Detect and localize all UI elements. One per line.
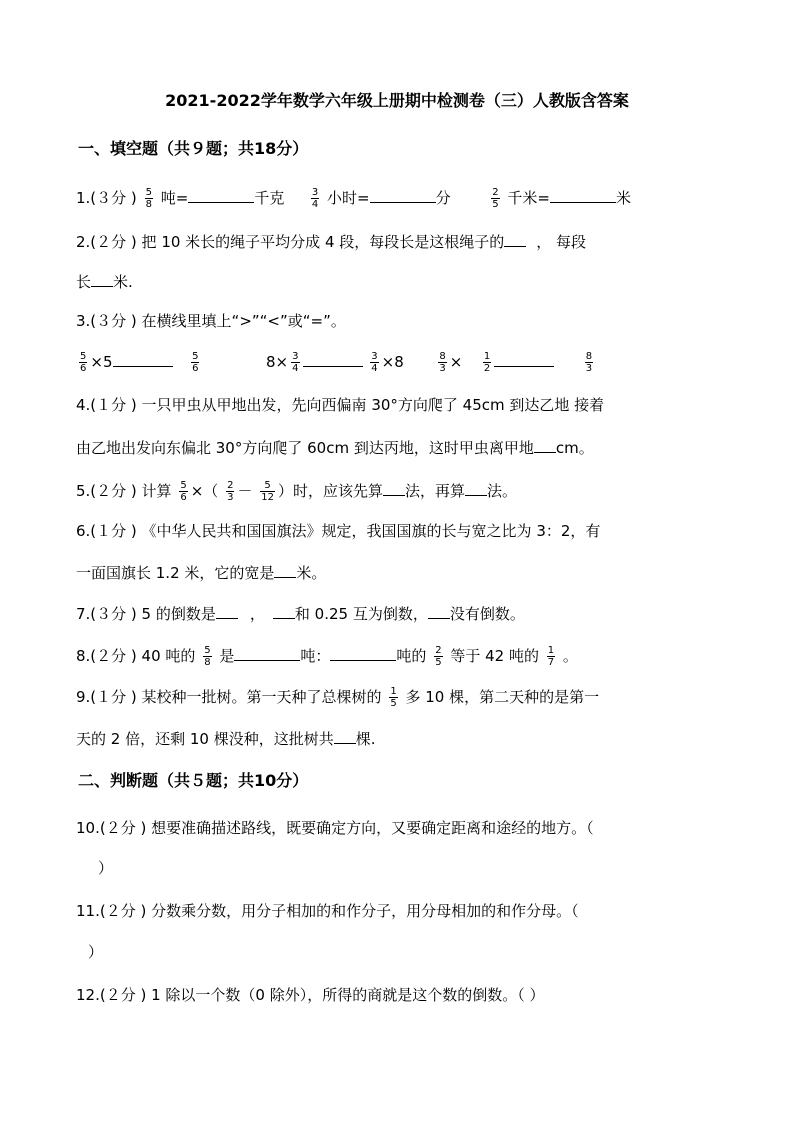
fraction: $\frac{5}{6}$: [180, 480, 187, 503]
question-9: [76, 686, 599, 709]
answer-blank[interactable]: [334, 727, 356, 744]
question-text: 11.(２分 ) 分数乘分数，用分子相加的和作分子，用分母相加的和作分母。（: [76, 902, 579, 920]
answer-blank[interactable]: [303, 350, 363, 367]
question-text: 。: [562, 647, 578, 665]
question-text: 和 0.25 互为倒数，: [294, 605, 428, 623]
question-text: 棵.: [355, 730, 376, 748]
fraction: $\frac{5}{6}$: [192, 351, 199, 374]
question-text: 6.(１分 ) 《中华人民共和国国旗法》规定，我国国旗的长与宽之比为 3：2，有: [76, 522, 601, 540]
question-text: ×8: [381, 353, 404, 371]
fraction: $\frac{5}{12}$: [261, 480, 274, 503]
question-10: [76, 818, 594, 838]
question-text: ）时，应该先算: [277, 482, 383, 500]
question-12: [76, 985, 545, 1005]
fraction: $\frac{1}{7}$: [547, 645, 555, 668]
question-text: 10.(２分 ) 想要准确描述路线，既要确定方向，又要确定距离和途经的地方。（: [76, 819, 594, 837]
question-10-cont[interactable]: [98, 858, 113, 878]
question-text: 3.(３分 ) 在横线里填上“>”“<”或“=”。: [76, 312, 346, 330]
question-text: 千米=: [507, 189, 550, 207]
question-text: 千克: [254, 189, 285, 207]
question-6-cont: [76, 561, 326, 583]
answer-blank[interactable]: [465, 479, 487, 496]
question-text: 5.(２分 ) 计算: [76, 482, 172, 500]
question-2-cont: [76, 270, 133, 292]
question-4: [76, 395, 604, 415]
question-text: 8.(２分 ) 40 吨的: [76, 647, 196, 665]
answer-paren[interactable]: ）: [88, 943, 104, 961]
question-8: [76, 644, 578, 668]
question-text: 12.(２分 ) 1 除以一个数（0 除外），所得的商就是这个数的倒数。（ ）: [76, 986, 545, 1004]
fraction: $\frac{3}{4}$: [371, 351, 378, 374]
answer-blank[interactable]: [273, 602, 295, 619]
question-2: [76, 230, 586, 252]
question-text: 由乙地出发向东偏北 30°方向爬了 60cm 到达丙地，这时甲虫离甲地: [76, 439, 534, 457]
answer-blank[interactable]: [534, 436, 556, 453]
question-text: cm。: [555, 439, 594, 457]
question-5: [76, 479, 517, 503]
question-3: [76, 311, 346, 331]
answer-blank[interactable]: [370, 186, 436, 203]
answer-blank[interactable]: [234, 644, 300, 661]
answer-blank[interactable]: [383, 479, 405, 496]
question-text: 米。: [296, 564, 327, 582]
question-text: 小时=: [327, 189, 370, 207]
question-7: [76, 602, 525, 624]
question-1: [76, 186, 631, 210]
fraction: $\frac{8}{3}$: [585, 351, 593, 374]
question-text: 吨：: [300, 647, 331, 665]
question-text: 8×: [266, 353, 289, 371]
answer-blank[interactable]: [504, 230, 526, 247]
answer-blank[interactable]: [113, 350, 173, 367]
fraction: $\frac{3}{4}$: [292, 351, 299, 374]
question-text: 米.: [113, 273, 133, 291]
question-text: 吨=: [160, 189, 189, 207]
page-title: 2021-2022学年数学六年级上册期中检测卷（三）人教版含答案: [165, 91, 629, 110]
question-text: ×: [449, 353, 463, 371]
question-text: 法。: [487, 482, 518, 500]
fraction: $\frac{2}{5}$: [435, 645, 442, 668]
question-text: 吨的: [396, 647, 427, 665]
question-text: 米: [615, 189, 631, 207]
question-text: 9.(１分 ) 某校种一批树。第一天种了总棵树的: [76, 688, 382, 706]
question-text: ， 每段: [536, 233, 587, 251]
fraction: $\frac{5}{6}$: [80, 351, 87, 374]
question-text: ×5: [90, 353, 113, 371]
question-11: [76, 901, 579, 921]
question-text: 法，再算: [405, 482, 466, 500]
question-9-cont: [76, 727, 376, 749]
section-heading-true-false: 二、判断题（共５题；共10分）: [78, 771, 309, 790]
fraction: $\frac{2}{3}$: [227, 480, 234, 503]
answer-blank[interactable]: [494, 350, 554, 367]
question-4-cont: [76, 436, 594, 458]
question-text: 一面国旗长 1.2 米，它的宽是: [76, 564, 275, 582]
question-6: [76, 521, 600, 541]
question-text: ×（: [190, 482, 219, 500]
section-heading-fill-blank: 一、填空题（共９题；共18分）: [78, 139, 309, 158]
question-text: 天的 2 倍，还剩 10 棵没种，这批树共: [76, 730, 334, 748]
answer-blank[interactable]: [91, 270, 113, 287]
answer-paren[interactable]: ）: [98, 859, 114, 877]
question-text: 4.(１分 ) 一只甲虫从甲地出发，先向西偏南 30°方向爬了 45cm 到达乙地 接着: [76, 396, 605, 414]
fraction: $\frac{2}{5}$: [492, 187, 499, 210]
question-1-prefix: 1.(３分 ): [76, 189, 137, 207]
question-text: －: [237, 482, 253, 500]
question-text: 多 10 棵，第二天种的是第一: [405, 688, 600, 706]
answer-blank[interactable]: [330, 644, 396, 661]
answer-blank[interactable]: [550, 186, 616, 203]
answer-blank[interactable]: [216, 602, 238, 619]
answer-blank[interactable]: [188, 186, 254, 203]
question-text: 7.(３分 ) 5 的倒数是: [76, 605, 216, 623]
question-text: 分: [435, 189, 451, 207]
question-text: 没有倒数。: [449, 605, 525, 623]
answer-blank[interactable]: [274, 561, 296, 578]
fraction: $\frac{8}{3}$: [439, 351, 446, 374]
question-3-comparisons: [76, 350, 596, 374]
fraction: $\frac{5}{8}$: [204, 645, 211, 668]
question-text: 是: [219, 647, 235, 665]
fraction: $\frac{1}{2}$: [483, 351, 491, 374]
question-11-cont[interactable]: [88, 942, 103, 962]
question-text: 长: [76, 273, 92, 291]
fraction: $\frac{3}{4}$: [311, 187, 319, 210]
question-text: 2.(２分 ) 把 10 米长的绳子平均分成 4 段，每段长是这根绳子的: [76, 233, 505, 251]
answer-blank[interactable]: [428, 602, 450, 619]
question-text: 等于 42 吨的: [450, 647, 539, 665]
fraction: $\frac{1}{5}$: [390, 686, 397, 709]
question-text: ，: [249, 605, 265, 623]
fraction: $\frac{5}{8}$: [145, 187, 152, 210]
